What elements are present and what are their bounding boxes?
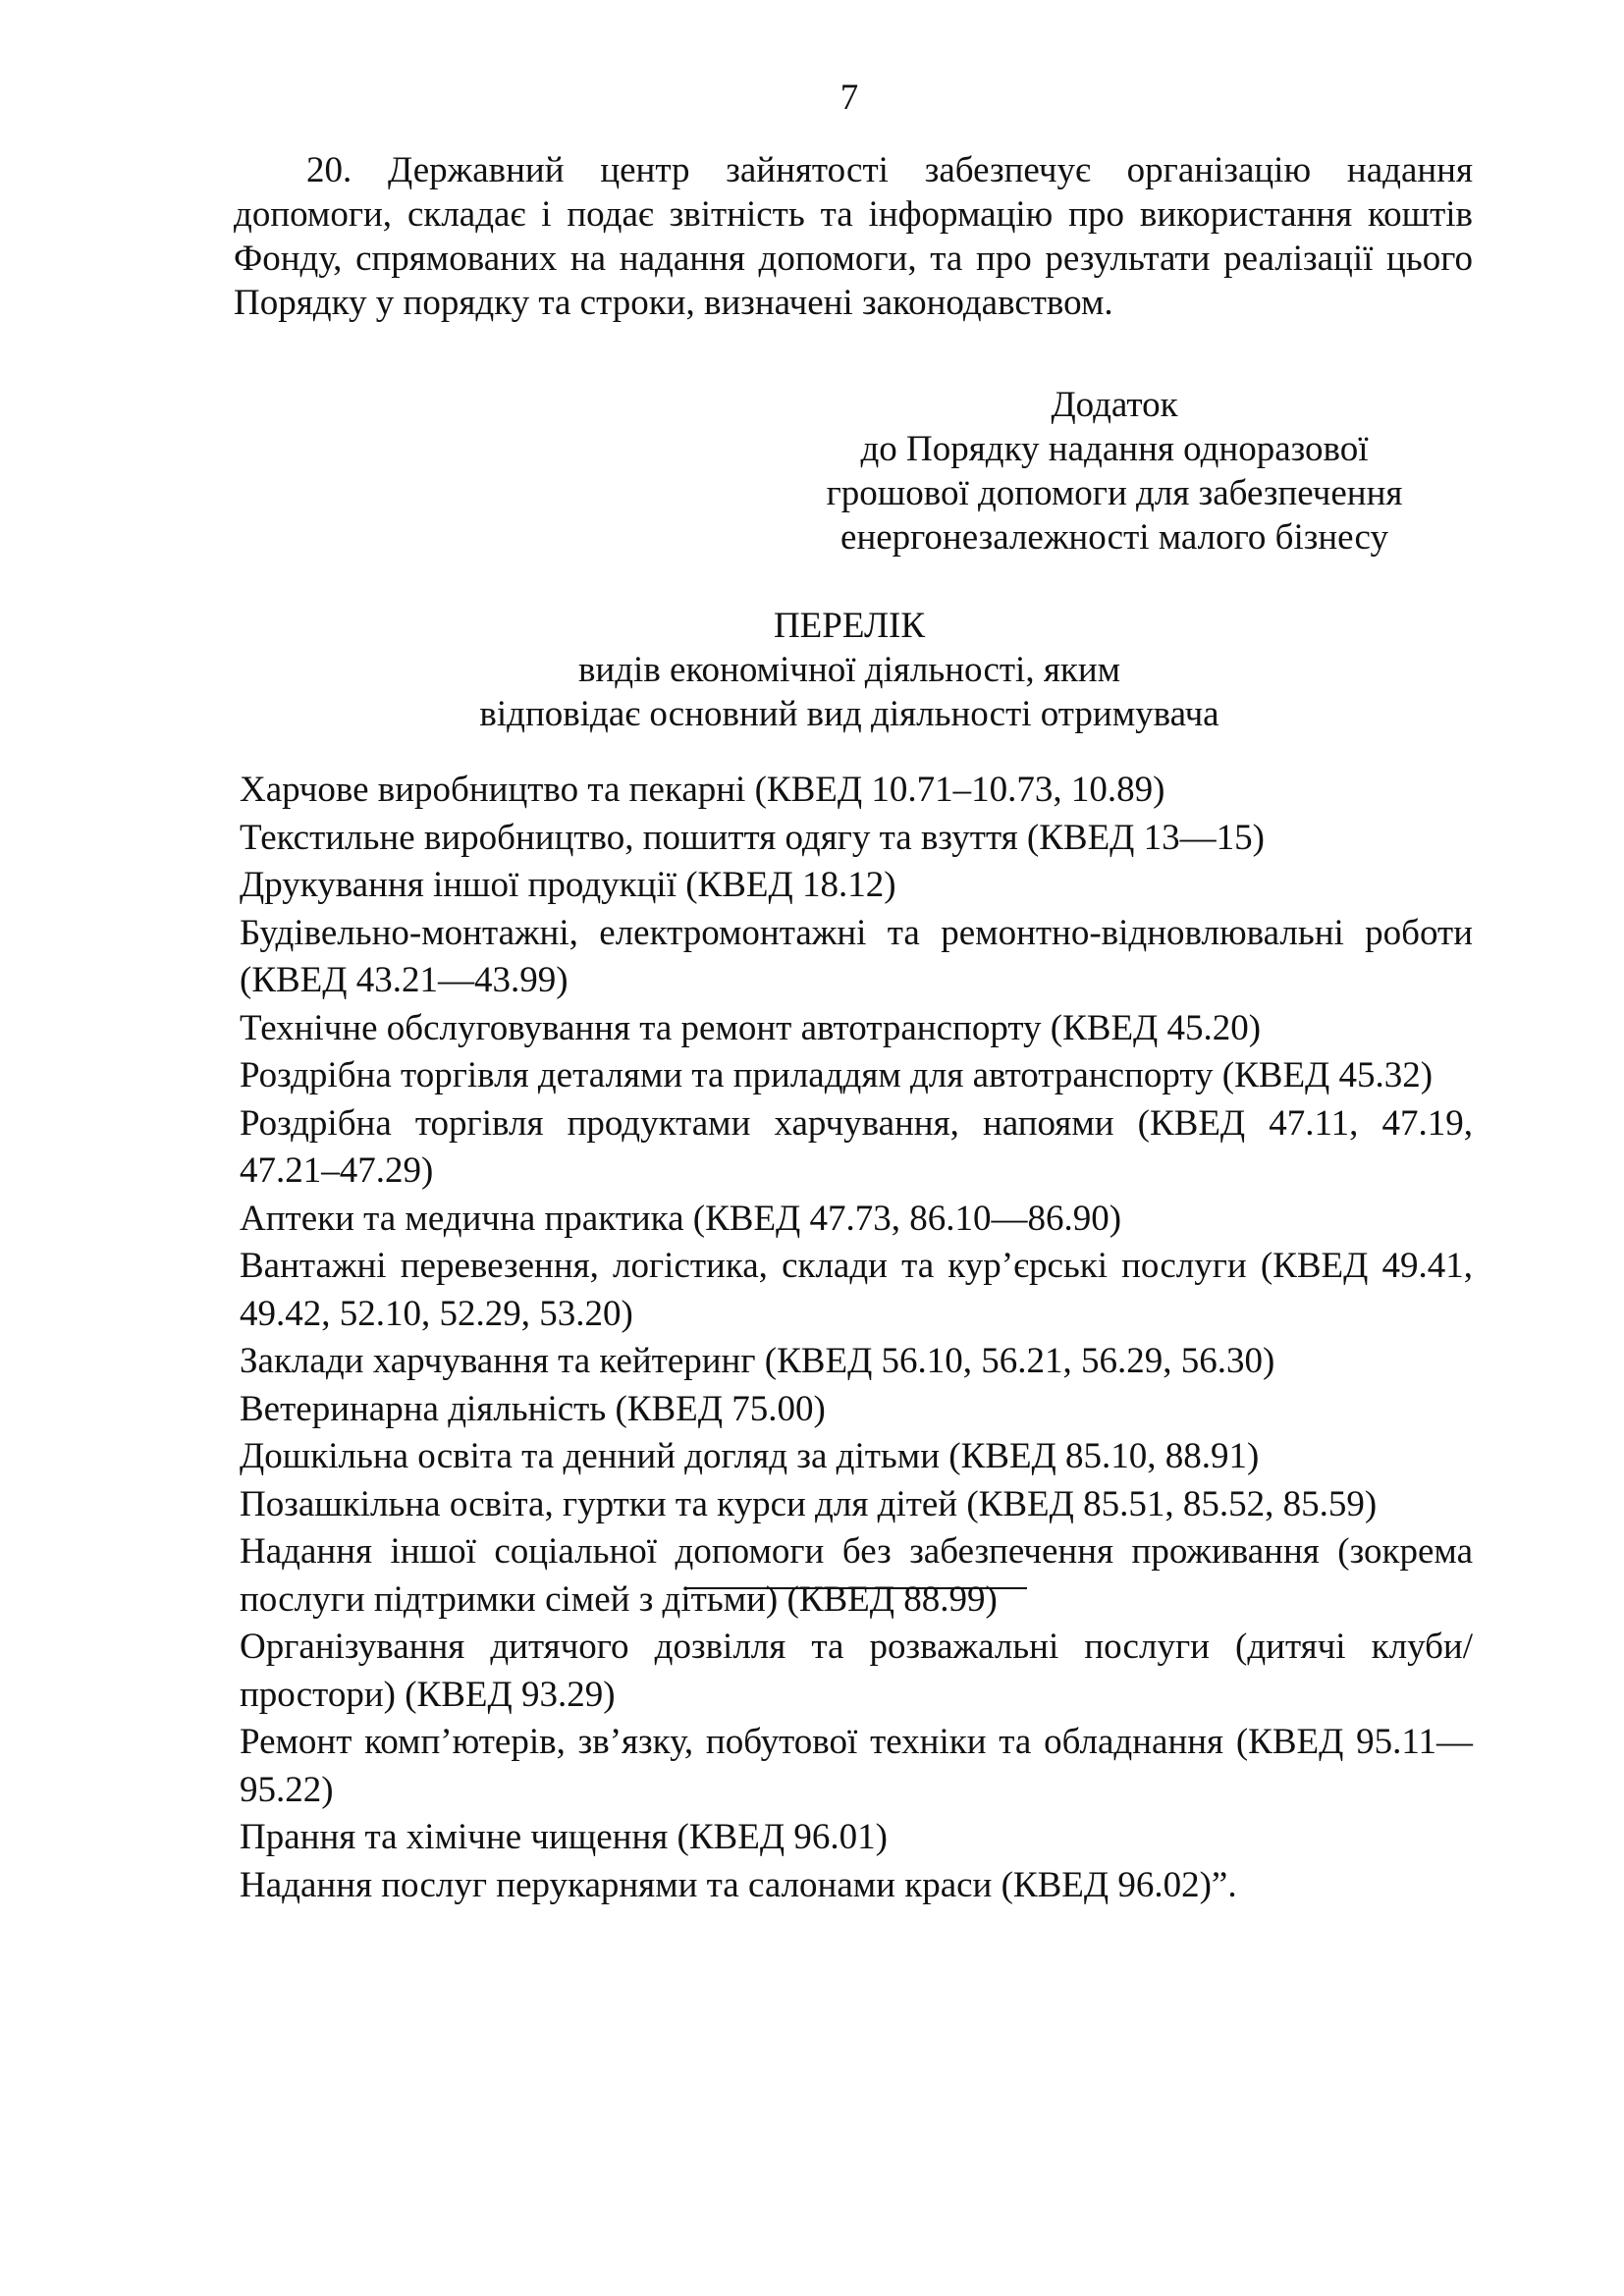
- addendum-line: енергонезалежності малого бізнесу: [840, 517, 1388, 558]
- activity-item: Аптеки та медична практика (КВЕД 47.73, 86.10—86.90): [240, 1198, 1122, 1239]
- addendum-line: до Порядку надання одноразової: [860, 429, 1369, 469]
- activity-item: Друкування іншої продукції (КВЕД 18.12): [240, 865, 896, 905]
- page-number: 7: [839, 78, 859, 118]
- activity-item: Ветеринарна діяльність (КВЕД 75.00): [240, 1388, 826, 1429]
- activity-item: Дошкільна освіта та денний догляд за дітьми (КВЕД 85.10, 88.91): [240, 1436, 1260, 1476]
- list-title: ПЕРЕЛІК: [773, 606, 926, 646]
- activity-item: Позашкільна освіта, гуртки та курси для дітей (КВЕД 85.51, 85.52, 85.59): [240, 1483, 1378, 1524]
- activity-item: Прання та хімічне чищення (КВЕД 96.01): [240, 1817, 888, 1857]
- closing-rule: [685, 1587, 1027, 1589]
- activity-item: Організування дитячого дозвілля та розважальні послуги (дитячі клуби/простори) (КВЕД 93.29): [240, 1627, 1473, 1715]
- addendum-title: Додаток: [1051, 385, 1178, 425]
- activity-item: Технічне обслуговування та ремонт автотранспорту (КВЕД 45.20): [240, 1007, 1262, 1048]
- paragraph-20: 20. Державний центр зайнятості забезпечує організацію надання допомоги, складає і подає звітність та інформацію про використання коштів Фонду, спрямованих на надання допомоги, та про результати реалізації цього Порядку у порядку та строки, визначені законодавством.: [234, 150, 1473, 323]
- addendum-line: грошової допомоги для забезпечення: [826, 473, 1403, 513]
- activity-item: Надання іншої соціальної допомоги без забезпечення проживання (зокрема послуги підтримки сімей з дітьми) (КВЕД 88.99): [240, 1531, 1473, 1620]
- list-subtitle-line: видів економічної діяльності, яким: [577, 650, 1121, 690]
- activity-item: Текстильне виробництво, пошиття одягу та взуття (КВЕД 13—15): [240, 817, 1265, 858]
- activity-item: Роздрібна торгівля деталями та приладдям для автотранспорту (КВЕД 45.32): [240, 1055, 1434, 1095]
- addendum-block: [756, 383, 1473, 560]
- list-heading: [0, 604, 1624, 736]
- activity-item: Надання послуг перукарнями та салонами краси (КВЕД 96.02)”.: [240, 1864, 1237, 1905]
- activity-item: Роздрібна торгівля продуктами харчування, напоями (КВЕД 47.11, 47.19, 47.21–47.29): [240, 1102, 1473, 1191]
- activity-list: [240, 767, 1473, 1909]
- list-subtitle-line: відповідає основний вид діяльності отримувача: [479, 694, 1219, 734]
- activity-item: Заклади харчування та кейтеринг (КВЕД 56.10, 56.21, 56.29, 56.30): [240, 1341, 1275, 1381]
- activity-item: Вантажні перевезення, логістика, склади та кур’єрські послуги (КВЕД 49.41, 49.42, 52.10, 52.29, 53.20): [240, 1246, 1473, 1334]
- activity-item: Ремонт комп’ютерів, зв’язку, побутової техніки та обладнання (КВЕД 95.11—95.22): [240, 1722, 1473, 1810]
- activity-item: Будівельно-монтажні, електромонтажні та ремонтно-відновлювальні роботи (КВЕД 43.21—43.99): [240, 912, 1473, 1000]
- activity-item: Харчове виробництво та пекарні (КВЕД 10.71–10.73, 10.89): [240, 770, 1165, 810]
